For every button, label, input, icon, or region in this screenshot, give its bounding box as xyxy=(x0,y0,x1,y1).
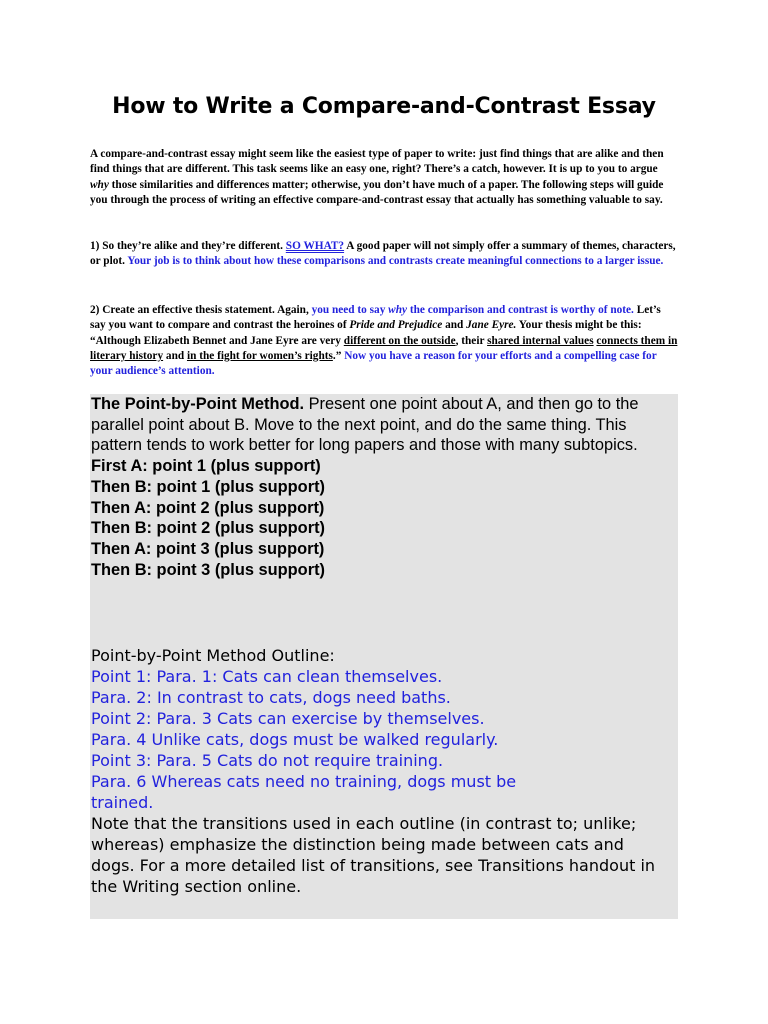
outline-line: Para. 4 Unlike cats, dogs must be walked regularly. xyxy=(91,730,499,749)
book-title-1: Pride and Prejudice xyxy=(349,319,443,332)
outline-line: Para. 2: In contrast to cats, dogs need baths. xyxy=(91,688,451,707)
outline-heading: Point-by-Point Method Outline: xyxy=(91,646,335,665)
step2-blue-b: the comparison and contrast is worthy of note. xyxy=(407,304,634,316)
method-section xyxy=(91,394,671,580)
step2-blue-end: Now you have a reason for your efforts and a compelling case for your audience’s attention. xyxy=(90,349,657,378)
outline-section xyxy=(91,645,671,897)
step1-mid: A good paper will not simply offer a summary of themes, characters, or plot. xyxy=(90,240,676,268)
intro-text-b: those similarities and differences matter; otherwise, you don’t have much of a paper. The following steps will guide you through the process of writing an effective compare-and-contrast essay that actually has something valuable to say. xyxy=(90,178,664,206)
method-list-item: Then A: point 2 (plus support) xyxy=(91,498,325,517)
outline-line: trained. xyxy=(91,793,154,812)
method-description xyxy=(91,394,671,456)
outline-line: Point 2: Para. 3 Cats can exercise by themselves. xyxy=(91,709,485,728)
step2-blue-a: you need to say xyxy=(311,304,389,316)
step2-lead: 2) Create an effective thesis statement. Again, xyxy=(90,304,312,316)
step1-paragraph xyxy=(90,239,678,270)
intro-why: why xyxy=(90,178,109,191)
outline-line: Point 1: Para. 1: Cats can clean themselves. xyxy=(91,667,443,686)
step2-mid-b: Your thesis might be this: “Although Elizabeth Bennet and Jane Eyre are very xyxy=(90,319,642,347)
outline-line: Point 3: Para. 5 Cats do not require training. xyxy=(91,751,444,770)
method-heading: The Point-by-Point Method. xyxy=(91,395,305,413)
step2-mid-a: Let’s say you want to compare and contrast the heroines of xyxy=(90,304,661,332)
step2-end: .” xyxy=(332,349,342,362)
book-title-2: Jane Eyre. xyxy=(466,319,517,332)
intro-text-a: A compare-and-contrast essay might seem like the easiest type of paper to write: just find things that are alike and then find things that are different. This task seems like an easy one, right? There’s a catch, however. It is up to you to argue xyxy=(90,148,664,176)
method-desc: Present one point about A, and then go to the parallel point about B. Move to the next point, and do the same thing. This pattern tends to work better for long papers and those with many subtopics. xyxy=(91,395,639,455)
page-title: How to Write a Compare-and-Contrast Essay xyxy=(112,94,656,119)
so-what-link[interactable]: SO WHAT? xyxy=(285,240,345,252)
step2-c1: , their xyxy=(455,334,488,347)
step2-and: and xyxy=(442,319,467,332)
step2-blue-why: why xyxy=(388,304,408,316)
method-list-item: Then B: point 2 (plus support) xyxy=(91,519,325,538)
method-list-item: Then A: point 3 (plus support) xyxy=(91,539,325,558)
step2-and2: and xyxy=(163,349,187,362)
method-list-item: First A: point 1 (plus support) xyxy=(91,457,321,476)
intro-paragraph xyxy=(90,147,678,208)
thesis-underline-4: in the fight for women’s rights xyxy=(186,349,333,362)
step1-blue-text: Your job is to think about how these comparisons and contrasts create meaningful connections to a larger issue. xyxy=(127,255,664,268)
step1-lead: 1) So they’re alike and they’re different. xyxy=(90,240,286,252)
point-by-point-box xyxy=(90,394,678,919)
method-list-item: Then B: point 3 (plus support) xyxy=(91,560,325,579)
thesis-underline-3: connects them in literary history xyxy=(90,334,678,362)
thesis-underline-2: shared internal values xyxy=(487,334,594,347)
outline-line: Para. 6 Whereas cats need no training, dogs must be xyxy=(91,772,517,791)
step2-paragraph xyxy=(90,303,678,379)
outline-note: Note that the transitions used in each outline (in contrast to; unlike; whereas) emphasize the distinction being made between cats and dogs. For a more detailed list of transitions, see Transitions handout in the Writing section online. xyxy=(91,814,656,896)
method-list-item: Then B: point 1 (plus support) xyxy=(91,477,325,496)
thesis-underline-1: different on the outside xyxy=(343,334,456,347)
